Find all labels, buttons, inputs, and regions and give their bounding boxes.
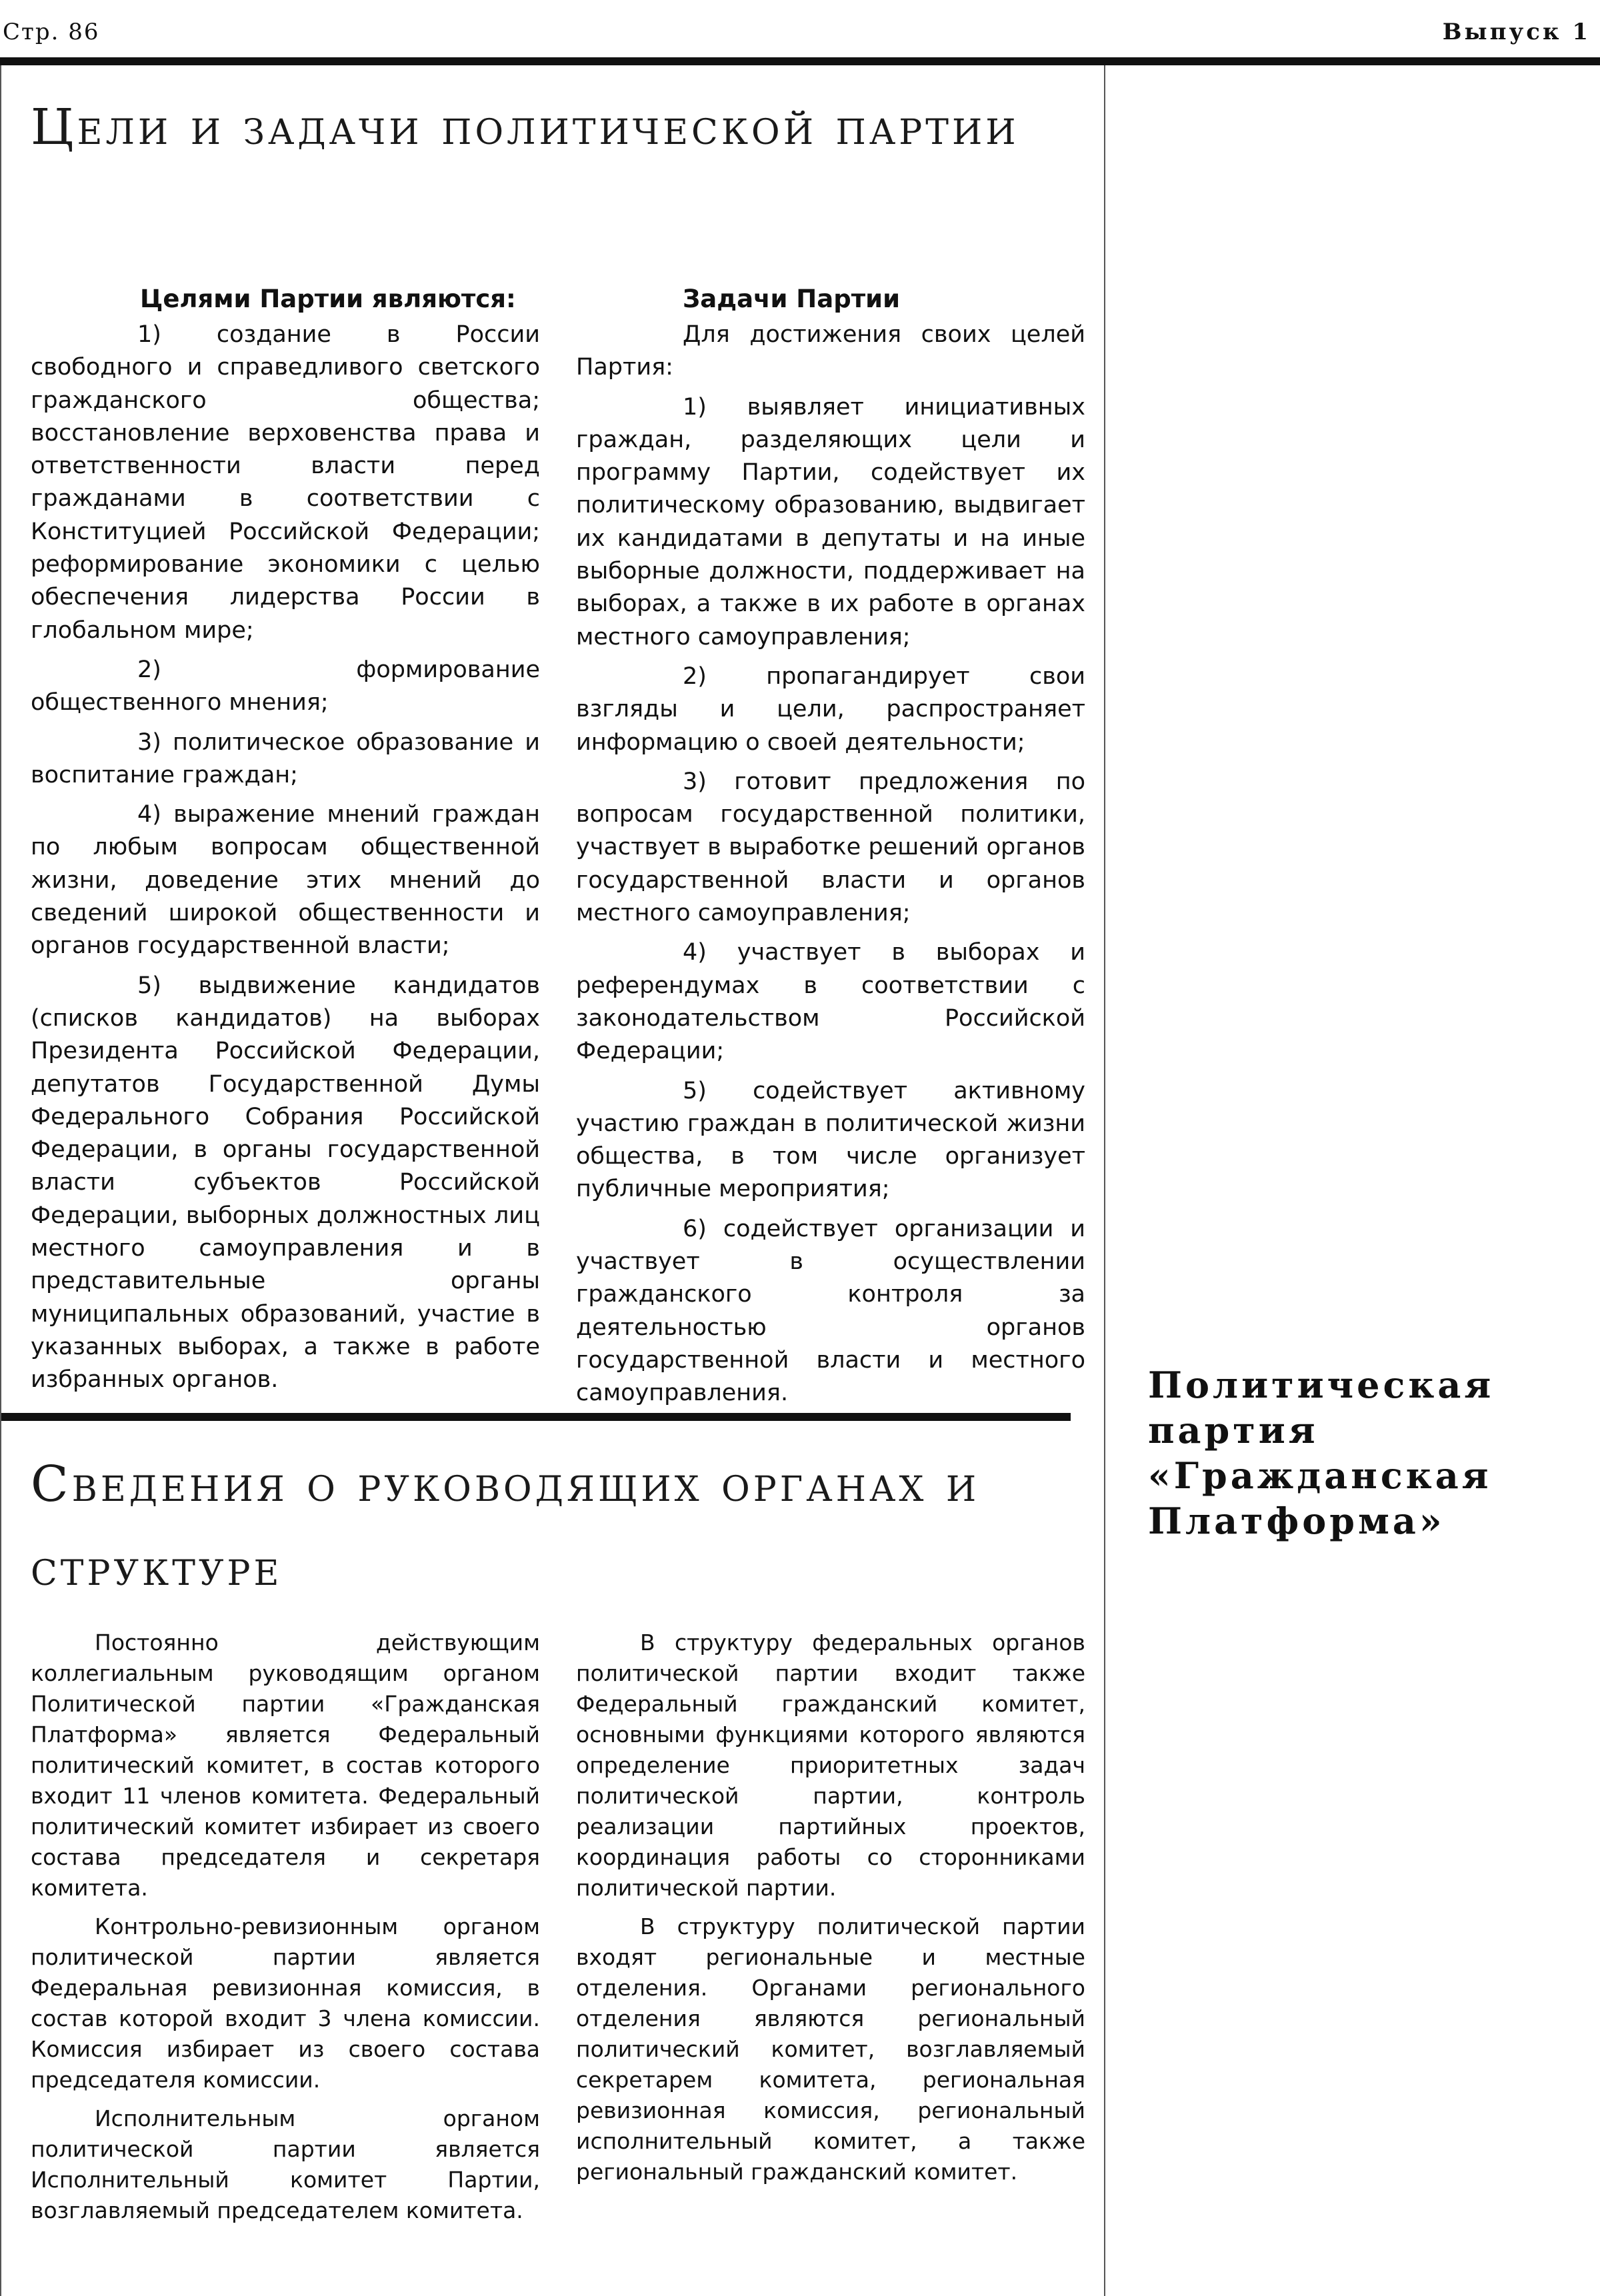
structure-paragraph: Исполнительным органом политической партии является Исполнительный комитет Партии, возглавляемый председателем комитета. xyxy=(31,2105,540,2223)
tasks-heading: Задачи Партии xyxy=(683,285,901,313)
task-item: 1) выявляет инициативных граждан, разделяющих цели и программу Партии, содействует их политическому образованию, выдвигает их кандидатами в депутаты и на иные выборные должности, поддерживает на выборах, а также в их работе в органах местного самоуправления; xyxy=(576,393,1085,650)
goals-heading: Целями Партии являются: xyxy=(140,285,516,313)
tasks-column xyxy=(576,280,1085,1410)
section-title-goals: Цели и задачи политической партии xyxy=(31,99,1019,156)
goals-column xyxy=(31,280,540,1397)
structure-paragraph: В структуру политической партии входят региональные и местные отделения. Органами регионального отделения являются региональный политический комитет, возглавляемый секретарем комитета, региональная ревизионная комиссия, региональный исполнительный комитет, а также региональный гражданский комитет. xyxy=(576,1913,1085,2185)
structure-right-column xyxy=(576,1628,1085,2195)
structure-paragraph: Постоянно действующим коллегиальным руководящим органом Политической партии «Гражданская Платформа» является Федеральный политический комитет, в состав которого входит 11 членов комитета. Федеральный политический комитет избирает из своего состава председателя и секретаря комитета. xyxy=(31,1630,540,1901)
goal-item: 4) выражение мнений граждан по любым вопросам общественной жизни, доведение этих мнений до сведений широкой общественности и органов государственной власти; xyxy=(31,801,540,960)
goal-item: 2) формирование общественного мнения; xyxy=(31,656,540,716)
page-number: Стр. 86 xyxy=(3,19,100,45)
section-rule xyxy=(1,1413,1071,1421)
task-item: 2) пропагандирует свои взгляды и цели, распространяет информацию о своей деятельности; xyxy=(576,662,1085,756)
structure-paragraph: Контрольно-ревизионным органом политической партии является Федеральная ревизионная комиссия, в состав которой входит 3 члена комиссии. Комиссия избирает из своего состава председателя комиссии. xyxy=(31,1913,540,2093)
task-item: 6) содействует организации и участвует в осуществлении гражданского контроля за деятельностью органов государственной власти и местного самоуправления. xyxy=(576,1215,1085,1407)
goal-item: 3) политическое образование и воспитание граждан; xyxy=(31,728,540,788)
task-item: 3) готовит предложения по вопросам государственной политики, участвует в выработке решений органов государственной власти и органов местного самоуправления; xyxy=(576,768,1085,927)
top-rule xyxy=(0,57,1600,65)
sidebar-party-title: Политическая партия «Гражданская Платформа» xyxy=(1148,1364,1495,1542)
structure-paragraph: В структуру федеральных органов политической партии входит также Федеральный гражданский комитет, основными функциями которого являются определение приоритетных задач политической партии, контроль реализации партийных проектов, координация работы со сторонниками политической партии. xyxy=(576,1630,1085,1901)
task-item: 5) содействует активному участию граждан в политической жизни общества, в том числе организует публичные мероприятия; xyxy=(576,1077,1085,1203)
issue-number: Выпуск 1 xyxy=(1442,19,1591,45)
goal-item: 5) выдвижение кандидатов (списков кандидатов) на выборах Президента Российской Федерации, депутатов Государственной Думы Федерального Собрания Российской Федерации, в органы государственной власти субъектов Российской Федерации, выборных должностных лиц местного самоуправления и в представительные органы муниципальных образований, участие в указанных выборах, а также в работе избранных органов. xyxy=(31,972,540,1394)
structure-left-column xyxy=(31,1628,540,2234)
left-border xyxy=(0,65,1,2296)
goal-item: 1) создание в России свободного и справедливого светского гражданского общества; восстановление верховенства права и ответственности власти перед гражданами в соответствии с Конституцией Российской Федерации; реформирование экономики с целью обеспечения лидерства России в глобальном мире; xyxy=(31,321,540,644)
tasks-intro: Для достижения своих целей Партия: xyxy=(576,321,1085,381)
column-divider xyxy=(1104,65,1105,2296)
task-item: 4) участвует в выборах и референдумах в соответствии с законодательством Российской Федерации; xyxy=(576,939,1085,1065)
section-title-structure: Сведения о руководящих органах и структуре xyxy=(31,1456,980,1597)
